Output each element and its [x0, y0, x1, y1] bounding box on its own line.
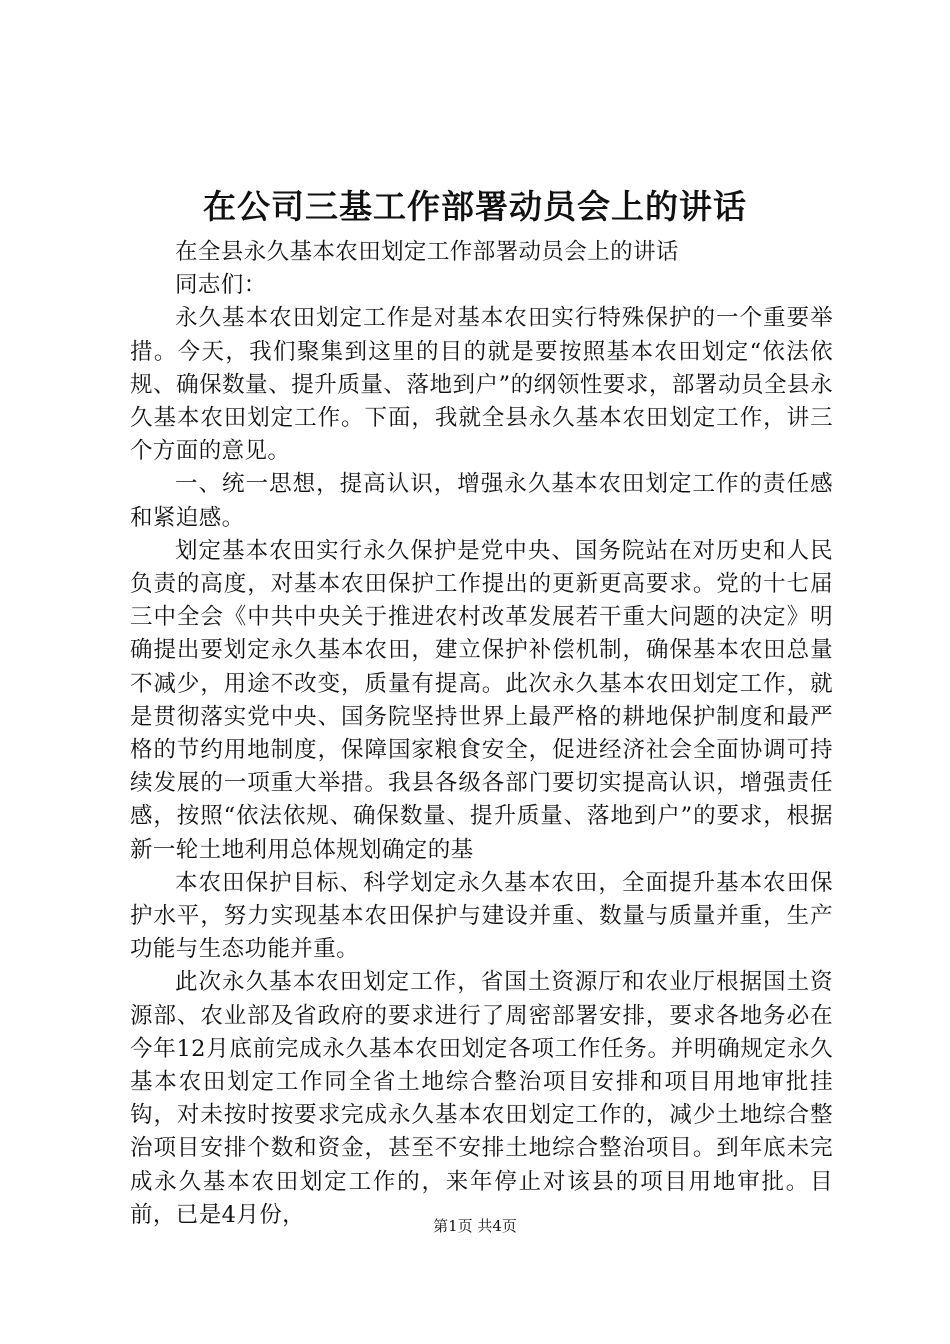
page-number-footer: 第1页 共4页 — [433, 1217, 517, 1235]
body-paragraph: 永久基本农田划定工作是对基本农田实行特殊保护的一个重要举措。今天，我们聚集到这里的目的就是要按照基本农田划定“依法依规、确保数量、提升质量、落地到户”的纲领性要求，部署动员全县永久基本农田划定工作。下面，我就全县永久基本农田划定工作，讲三个方面的意见。 — [130, 305, 833, 465]
section-heading-paragraph: 一、统一思想，提高认识，增强永久基本农田划定工作的责任感和紧迫感。 — [130, 471, 833, 531]
body-paragraph: 本农田保护目标、科学划定永久基本农田，全面提升基本农田保护水平，努力实现基本农田保护与建设并重、数量与质量并重，生产功能与生态功能并重。 — [130, 869, 833, 963]
salutation-paragraph: 同志们： — [175, 272, 267, 299]
body-paragraph: 此次永久基本农田划定工作，省国土资源厅和农业厅根据国土资源部、农业部及省政府的要求进行了周密部署安排，要求各地务必在今年12月底前完成永久基本农田划定各项工作任务。并明确规定永久基本农田划定工作同全省土地综合整治项目安排和项目用地审批挂钩，对未按时按要求完成永久基本农田划定工作的，减少土地综合整治项目安排个数和资金，甚至不安排土地综合整治项目。到年底未完成永久基本农田划定工作的，来年停止对该县的项目用地审批。目前，已是4月份， — [130, 969, 833, 1228]
document-body — [130, 236, 833, 1232]
document-title: 在公司三基工作部署动员会上的讲话 — [203, 187, 747, 226]
subtitle-paragraph: 在全县永久基本农田划定工作部署动员会上的讲话 — [175, 239, 679, 265]
body-paragraph: 划定基本农田实行永久保护是党中央、国务院站在对历史和人民负责的高度，对基本农田保护工作提出的更新更高要求。党的十七届三中全会《中共中央关于推进农村改革发展若干重大问题的决定》明确提出要划定永久基本农田，建立保护补偿机制，确保基本农田总量不减少，用途不改变，质量有提高。此次永久基本农田划定工作，就是贯彻落实党中央、国务院坚持世界上最严格的耕地保护制度和最严格的节约用地制度，保障国家粮食安全，促进经济社会全面协调可持续发展的一项重大举措。我县各级各部门要切实提高认识，增强责任感，按照“依法依规、确保数量、提升质量、落地到户”的要求，根据新一轮土地利用总体规划确定的基 — [130, 537, 833, 863]
